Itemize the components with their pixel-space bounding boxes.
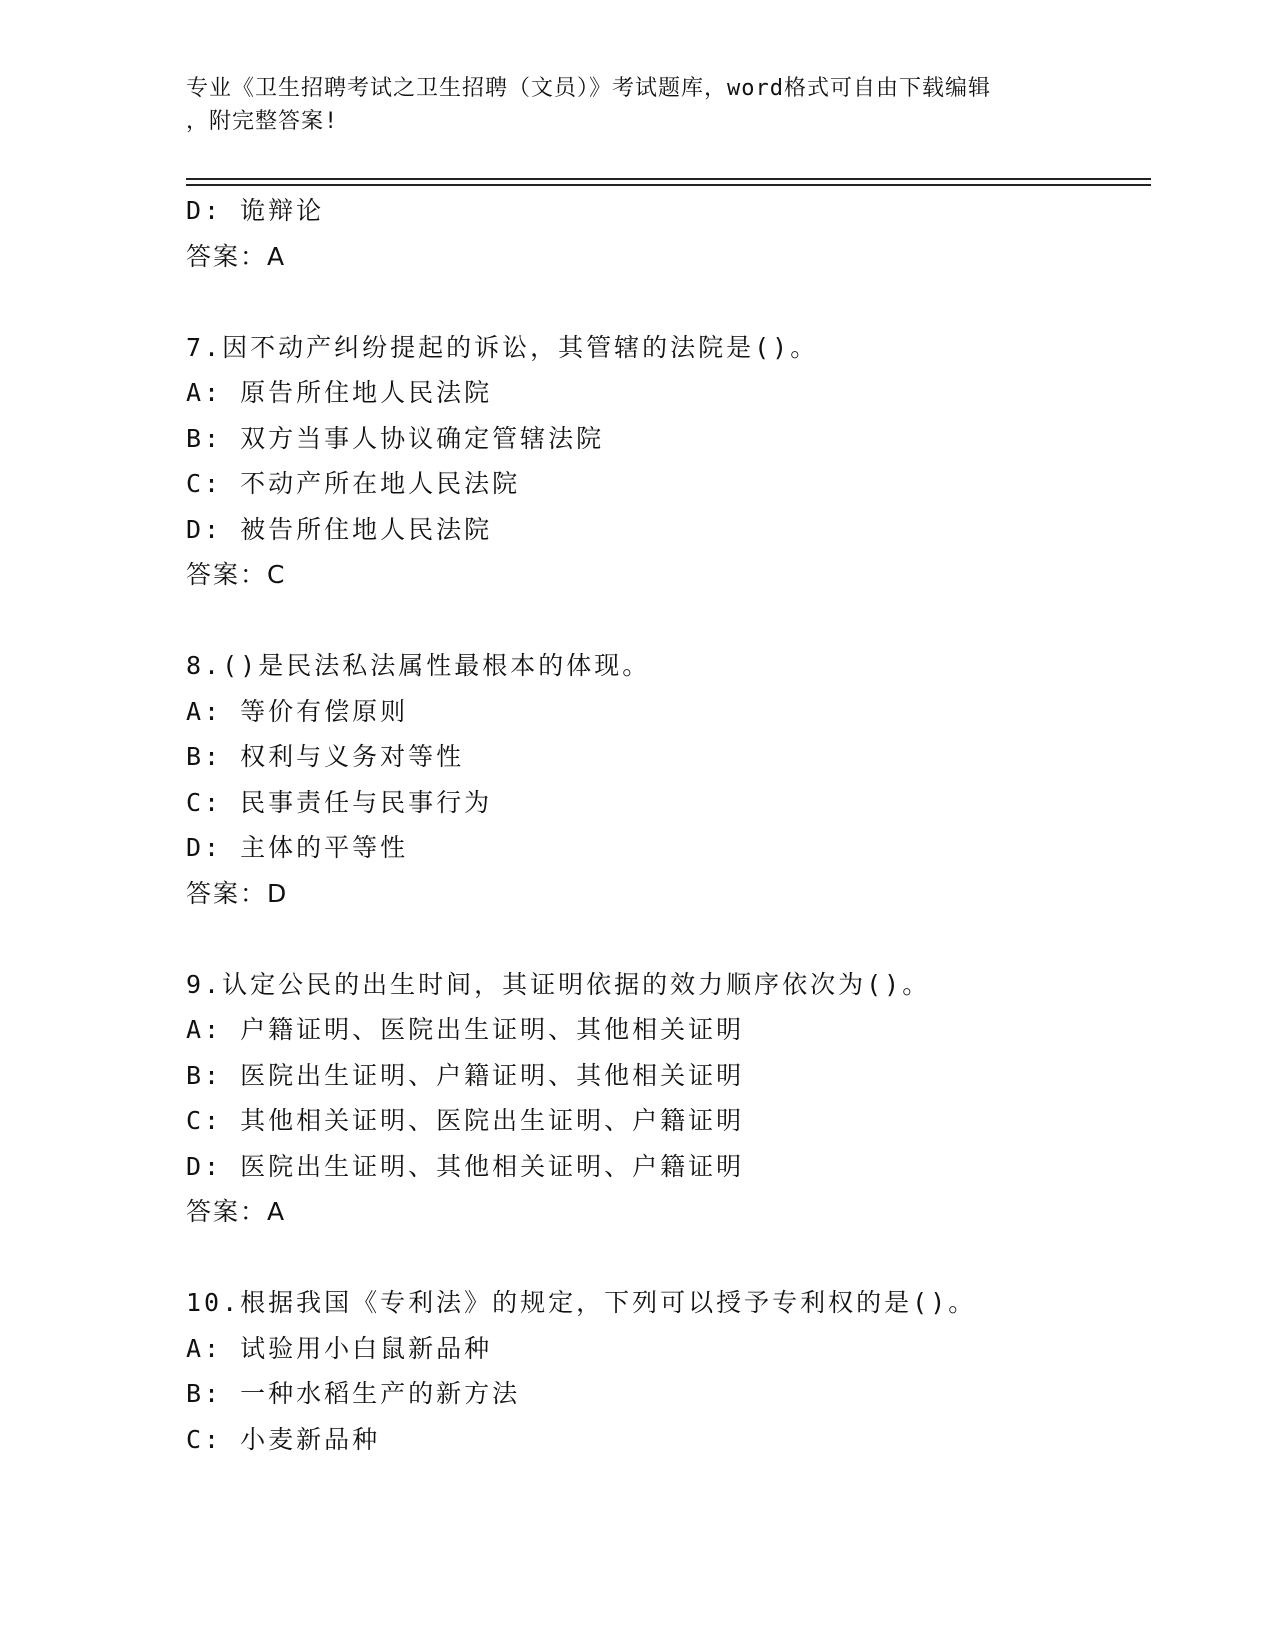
option-c: C: 民事责任与民事行为 (186, 787, 493, 817)
option-c: C: 其他相关证明、医院出生证明、户籍证明 (186, 1106, 745, 1135)
question-8 (186, 643, 1146, 916)
option-a: A: 户籍证明、医院出生证明、其他相关证明 (186, 1015, 745, 1044)
option-c: C: 小麦新品种 (186, 1424, 381, 1454)
option-a: A: 试验用小白鼠新品种 (186, 1333, 493, 1363)
prev-answer: 答案：A (186, 241, 287, 271)
option-c: C: 不动产所在地人民法院 (186, 469, 521, 498)
option-b: B: 权利与义务对等性 (186, 742, 465, 771)
question-stem: 9.认定公民的出生时间，其证明依据的效力顺序依次为()。 (186, 969, 931, 999)
spacer (186, 916, 1146, 962)
prev-option-d: D: 诡辩论 (186, 196, 325, 225)
option-a: A: 等价有偿原则 (186, 696, 409, 726)
question-7 (186, 325, 1146, 598)
option-a: A: 原告所住地人民法院 (186, 378, 493, 407)
option-b: B: 医院出生证明、户籍证明、其他相关证明 (186, 1060, 745, 1090)
question-9 (186, 962, 1146, 1235)
question-list (186, 188, 1146, 1462)
option-d: D: 主体的平等性 (186, 833, 409, 862)
question-10 (186, 1280, 1146, 1462)
spacer (186, 279, 1146, 325)
answer: 答案：D (186, 878, 289, 908)
question-stem: 7.因不动产纠纷提起的诉讼，其管辖的法院是()。 (186, 332, 819, 362)
document-header (186, 72, 1086, 138)
answer: 答案：A (186, 1197, 287, 1226)
option-d: D: 医院出生证明、其他相关证明、户籍证明 (186, 1151, 745, 1181)
spacer (186, 1235, 1146, 1281)
header-divider-top (186, 178, 1151, 180)
spacer (186, 598, 1146, 644)
option-b: B: 一种水稻生产的新方法 (186, 1379, 521, 1408)
answer: 答案：C (186, 560, 287, 589)
header-divider-bottom (186, 184, 1151, 186)
header-title-line-1: 专业《卫生招聘考试之卫生招聘（文员）》考试题库，word格式可自由下载编辑 (186, 76, 991, 101)
header-title-line-2: ，附完整答案! (186, 109, 339, 134)
option-d: D: 被告所住地人民法院 (186, 514, 493, 544)
option-b: B: 双方当事人协议确定管辖法院 (186, 423, 605, 453)
question-stem: 10.根据我国《专利法》的规定，下列可以授予专利权的是()。 (186, 1288, 977, 1317)
question-stem: 8.()是民法私法属性最根本的体现。 (186, 651, 651, 680)
